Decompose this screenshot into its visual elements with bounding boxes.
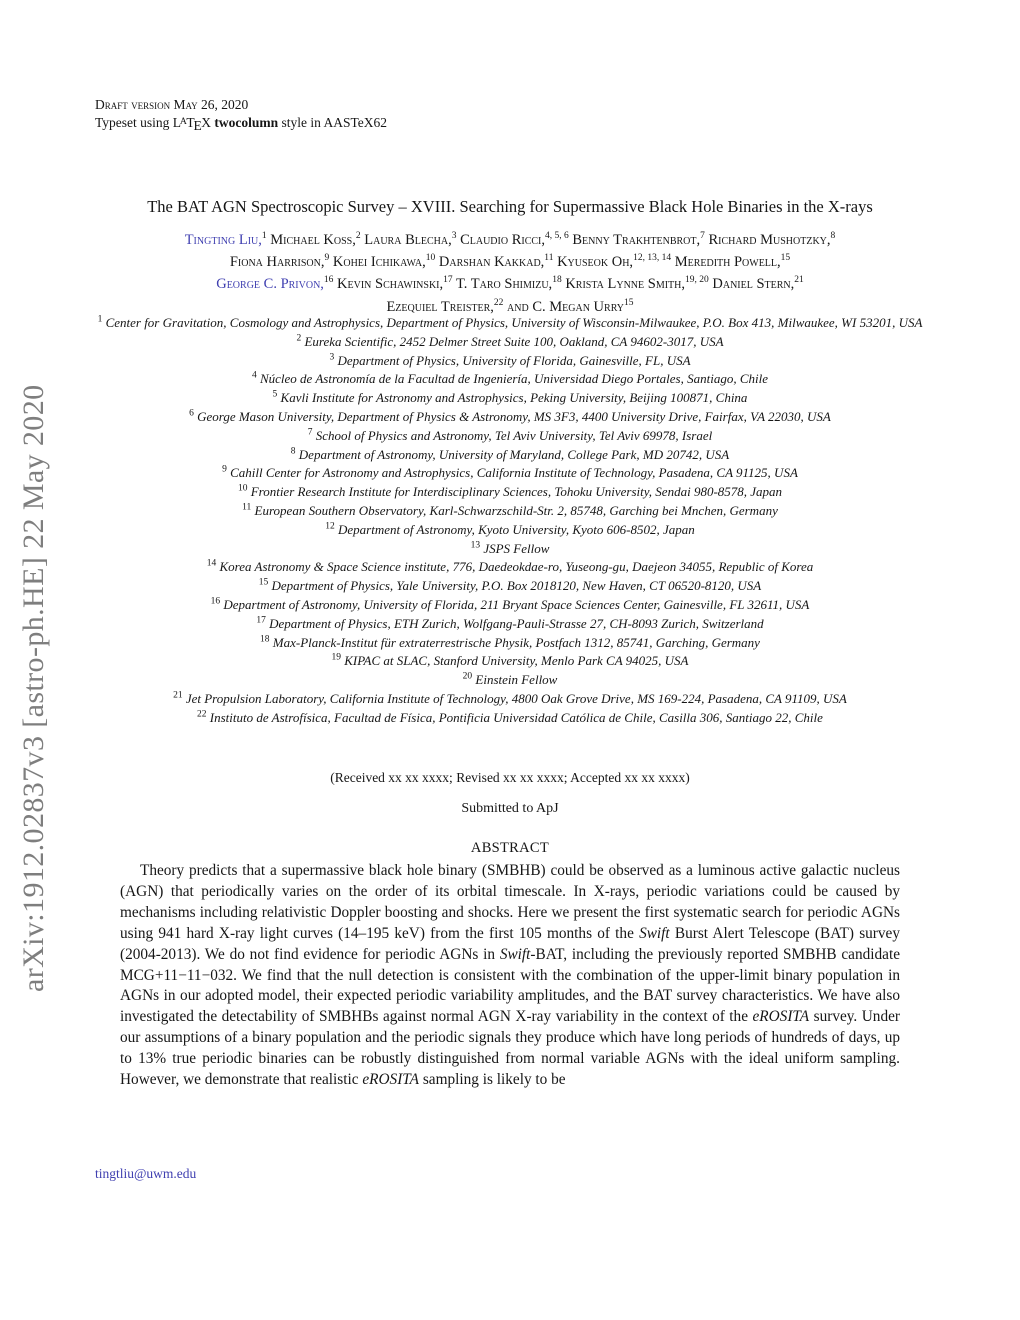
affiliation-text: Cahill Center for Astronomy and Astrophysics, California Institute of Technology, Pasadena, CA 91125, USA (226, 465, 798, 481)
text-segment: T (186, 115, 195, 131)
text-segment: -BAT, including the previously reported SMBHB candidate MCG+11−11−032. We find that the null detection is consistent with the combination of the upper-limit binary population in AGNs in our adopted model, their expected periodic variability amplitudes, and the BAT survey characteristics. We have also investigated the detectability of SMBHBs against normal AGN X-ray variability in the context of the (120, 945, 900, 1026)
author-affil-ref: 2 (355, 231, 361, 242)
author-affil-ref: 15 (780, 253, 791, 264)
author-name: Michael Koss, (270, 232, 356, 248)
author-affil-ref: 4, 5, 6 (545, 231, 569, 242)
author-name-link[interactable]: Tingting Liu, (184, 232, 262, 248)
affiliation-line (95, 464, 925, 483)
affiliation-number: 4 (251, 371, 257, 382)
author-name: Fiona Harrison, (229, 254, 325, 271)
affiliation-number: 14 (206, 559, 217, 570)
draft-header (95, 96, 387, 134)
typeset-line (95, 113, 387, 134)
author-line (60, 251, 960, 273)
affiliation-number: 1 (97, 314, 103, 325)
text-segment: style in AASTeX62 (278, 115, 388, 131)
author-affil-ref: 11 (544, 253, 554, 264)
draft-version-line: Draft version May 26, 2020 (95, 97, 249, 112)
affiliation-text: Department of Astronomy, University of Florida, 211 Bryant Space Sciences Center, Gainesville, FL 32611, USA (220, 596, 810, 612)
submitted-line: Submitted to ApJ (461, 801, 559, 816)
author-affil-ref: 7 (700, 231, 705, 242)
author-name: Daniel Stern, (712, 276, 795, 293)
affiliation-number: 2 (296, 333, 302, 344)
affiliation-line (95, 540, 925, 559)
author-affil-ref: 17 (443, 275, 453, 286)
author-name: Laura Blecha, (364, 232, 452, 248)
affiliation-number: 21 (173, 690, 183, 701)
paper-title: The BAT AGN Spectroscopic Survey – XVIII. Searching for Supermassive Black Hole Binaries in the X-rays (147, 197, 873, 216)
affiliation-list (95, 314, 925, 728)
affiliation-number: 18 (260, 634, 270, 645)
author-name: Richard Mushotzky, (708, 232, 831, 248)
affiliation-line (95, 521, 925, 540)
text-segment: twocolumn (214, 115, 279, 131)
text-segment: E (193, 118, 202, 134)
affiliation-number: 12 (325, 521, 335, 532)
affiliation-text: KIPAC at SLAC, Stanford University, Menlo Park CA 94025, USA (340, 653, 689, 669)
abstract-heading: ABSTRACT (470, 840, 550, 856)
author-name: Ezequiel Treister, (386, 298, 494, 315)
arxiv-watermark: arXiv:1912.02837v3 [astro-ph.HE] 22 May 2020 (17, 384, 50, 992)
affiliation-text: Korea Astronomy & Space Science institute, 776, Daedeokdae-ro, Yuseong-gu, Daejeon 34055, Republic of Korea (216, 559, 814, 575)
affiliation-text: Núcleo de Astronomía de la Facultad de Ingeniería, Universidad Diego Portales, Santiago, Chile (256, 371, 768, 387)
affiliation-number: 10 (237, 483, 248, 494)
affiliation-line (95, 671, 925, 690)
abstract-text (120, 861, 900, 1091)
affiliation-text: Max-Planck-Institut für extraterrestrische Physik, Postfach 1312, 85741, Garching, Germany (269, 634, 760, 650)
affiliation-text: Jet Propulsion Laboratory, California Institute of Technology, 4800 Oak Grove Drive, MS 169-224, Pasadena, CA 91109, USA (182, 690, 847, 706)
affiliation-line (95, 634, 925, 653)
affiliation-number: 3 (329, 352, 335, 363)
affiliation-line (95, 333, 925, 352)
affiliation-text: Eureka Scientific, 2452 Delmer Street Suite 100, Oakland, CA 94602-3017, USA (301, 333, 724, 349)
affiliation-number: 16 (210, 596, 221, 607)
author-name: Kevin Schawinski, (337, 276, 444, 293)
affiliation-text: School of Physics and Astronomy, Tel Aviv University, Tel Aviv 69978, Israel (312, 427, 713, 443)
affiliation-number: 5 (272, 389, 278, 400)
affiliation-text: Department of Physics, Yale University, P.O. Box 2018120, New Haven, CT 06520-8120, USA (268, 578, 762, 594)
author-affil-ref: 9 (324, 253, 330, 264)
affiliation-line (95, 596, 925, 615)
affiliation-number: 8 (290, 446, 296, 457)
affiliation-line (95, 408, 925, 427)
text-segment: Typeset using (95, 115, 173, 131)
text-segment: Burst Alert Telescope (BAT) survey (2004-2013). We do not find evidence for periodic AGNs in (120, 924, 900, 963)
affiliation-text: Frontier Research Institute for Interdisciplinary Sciences, Tohoku University, Sendai 980-8578, Japan (247, 484, 783, 500)
author-affil-ref: 21 (794, 275, 804, 286)
affiliation-text: Einstein Fellow (472, 672, 558, 688)
affiliation-text: JSPS Fellow (480, 540, 550, 556)
author-affil-ref: 12, 13, 14 (633, 253, 672, 264)
text-segment: eROSITA (362, 1071, 419, 1089)
author-line (60, 229, 960, 251)
affiliation-line (95, 446, 925, 465)
affiliation-text: Instituto de Astrofísica, Facultad de Física, Pontificia Universidad Católica de Chile, Casilla 306, Santiago 22, Chile (206, 709, 823, 725)
affiliation-line (95, 483, 925, 502)
affiliation-number: 15 (258, 577, 269, 588)
affiliation-line (95, 709, 925, 728)
affiliation-line (95, 352, 925, 371)
affiliation-number: 17 (256, 615, 266, 626)
author-affil-ref: 16 (323, 275, 334, 286)
affiliation-line (95, 502, 925, 521)
author-affil-ref: 19, 20 (685, 275, 709, 286)
affiliation-line (95, 652, 925, 671)
affiliation-number: 6 (189, 408, 194, 419)
affiliation-text: Department of Astronomy, Kyoto University, Kyoto 606-8502, Japan (334, 521, 695, 537)
text-segment: Swift (639, 924, 670, 942)
affiliation-number: 22 (197, 709, 207, 720)
affiliation-line (95, 690, 925, 709)
affiliation-text: Kavli Institute for Astronomy and Astrophysics, Peking University, Beijing 100871, China (277, 390, 748, 406)
author-name: Benny Trakhtenbrot, (572, 232, 701, 248)
affiliation-line (95, 389, 925, 408)
author-affil-ref: 10 (425, 253, 436, 264)
author-affil-ref: 15 (624, 297, 634, 308)
affiliation-number: 9 (222, 465, 227, 476)
text-segment: X (201, 115, 211, 131)
received-line: (Received xx xx xxxx; Revised xx xx xxxx; Accepted xx xx xxxx) (330, 770, 690, 785)
author-name-link[interactable]: George C. Privon, (216, 276, 324, 293)
affiliation-line (95, 577, 925, 596)
affiliation-number: 13 (470, 540, 481, 551)
text-segment: Theory predicts that a supermassive black hole binary (SMBHB) could be observed as a luminous active galactic nucleus (AGN) that periodically varies on the order of its orbital timescale. In X-rays, periodic variations could be caused by mechanisms including relativistic Doppler boosting and shocks. Here we present the first systematic search for periodic AGNs using 941 hard X-ray light curves (14–195 keV) from the first 105 months of the (120, 862, 900, 942)
text-segment: sampling is likely to be (419, 1071, 566, 1089)
affiliation-number: 7 (307, 427, 313, 438)
text-segment: survey. Under our assumptions of a binary population and the periodic signals they produce which have long periods of hundreds of days, up to 13% true periodic binaries can be robustly distinguished from normal variable AGNs with the ideal uniform sampling. However, we demonstrate that realistic (120, 1008, 900, 1089)
author-list (60, 229, 960, 318)
affiliation-line (95, 558, 925, 577)
contact-email-link[interactable]: tingtliu@uwm.edu (95, 1166, 197, 1181)
author-name: Kyuseok Oh, (557, 254, 634, 271)
affiliation-text: Department of Physics, ETH Zurich, Wolfgang-Pauli-Strasse 27, CH-8093 Zurich, Switzerland (265, 615, 764, 631)
author-line (60, 273, 960, 295)
affiliation-text: Center for Gravitation, Cosmology and Astrophysics, Department of Physics, University of Wisconsin-Milwaukee, P.O. Box 413, Milwaukee, WI 53201, USA (102, 315, 923, 330)
affiliation-number: 11 (242, 502, 252, 513)
text-segment: A (179, 116, 187, 127)
text-segment: Swift (499, 945, 531, 963)
affiliation-text: Department of Astronomy, University of Maryland, College Park, MD 20742, USA (295, 446, 730, 462)
author-affil-ref: 3 (451, 231, 457, 242)
author-affil-ref: 1 (261, 231, 267, 242)
affiliation-number: 19 (331, 653, 341, 664)
affiliation-text: European Southern Observatory, Karl-Schwarzschild-Str. 2, 85748, Garching bei Mnchen, Germany (251, 502, 778, 518)
author-affil-ref: 18 (552, 275, 562, 286)
author-affil-ref: 8 (830, 231, 836, 242)
affiliation-text: Department of Physics, University of Florida, Gainesville, FL, USA (334, 352, 691, 368)
author-name: Meredith Powell, (674, 254, 781, 271)
text-segment: L (172, 115, 182, 131)
author-name: and C. Megan Urry (507, 298, 625, 315)
affiliation-line (95, 370, 925, 389)
author-name: Krista Lynne Smith, (565, 276, 685, 293)
affiliation-line (95, 314, 925, 333)
author-affil-ref: 22 (493, 297, 504, 308)
author-name: Darshan Kakkad, (438, 254, 545, 271)
affiliation-number: 20 (462, 671, 473, 682)
affiliation-line (95, 427, 925, 446)
affiliation-text: George Mason University, Department of Physics & Astronomy, MS 3F3, 4400 University Drive, Fairfax, VA 22030, USA (193, 408, 831, 424)
affiliation-line (95, 615, 925, 634)
text-segment: eROSITA (752, 1008, 810, 1026)
author-name: Claudio Ricci, (460, 232, 545, 248)
author-name: Kohei Ichikawa, (332, 254, 426, 271)
author-name: T. Taro Shimizu, (456, 276, 553, 293)
